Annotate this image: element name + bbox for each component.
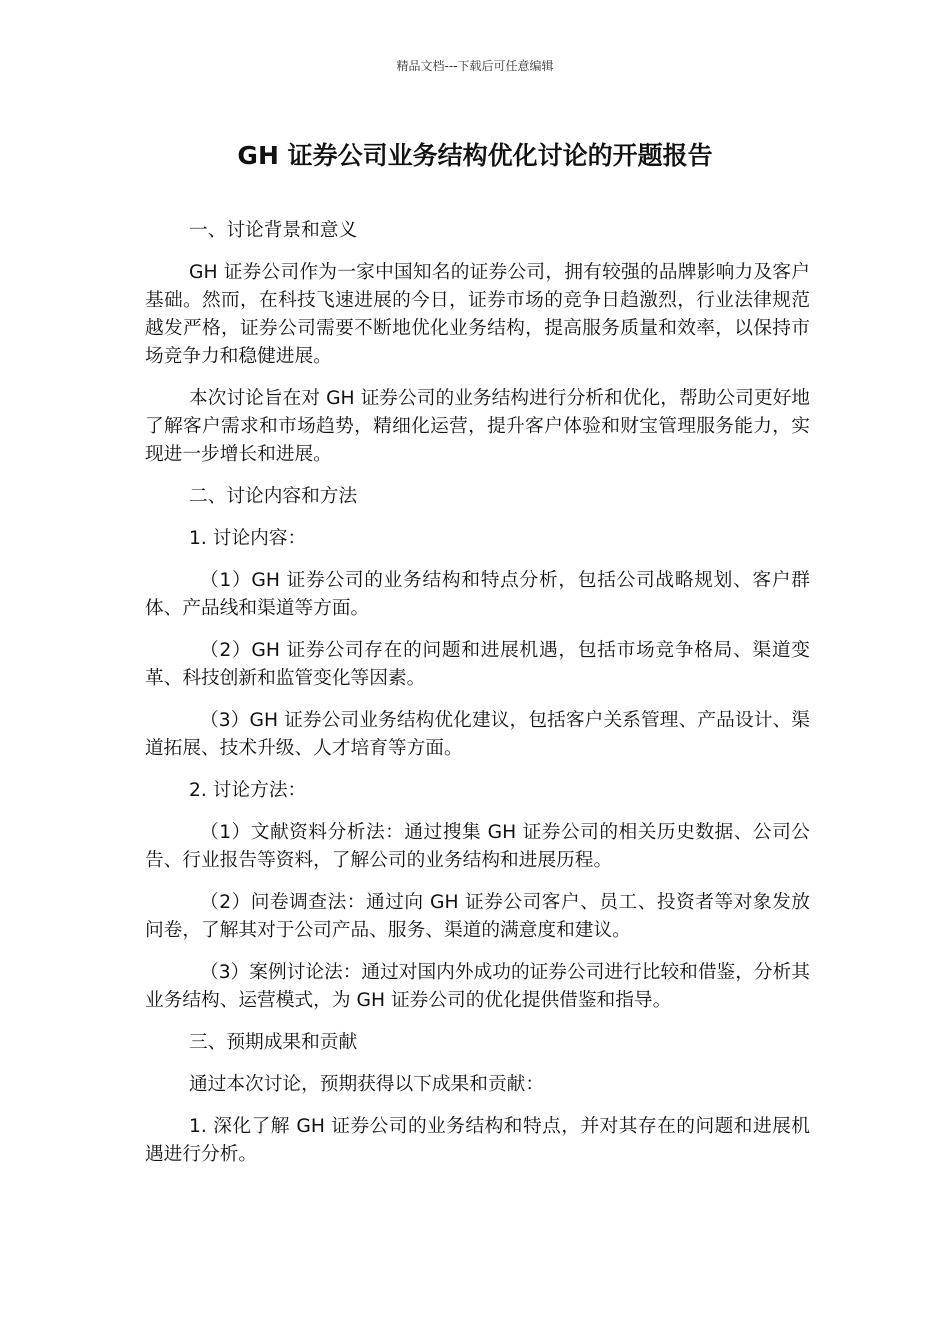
page-header-note: 精品文档---下载后可任意编辑 xyxy=(396,59,554,73)
document-title: GH 证券公司业务结构优化讨论的开题报告 xyxy=(237,141,713,170)
subheading-content: 1. 讨论内容： xyxy=(189,528,307,549)
document-body xyxy=(145,217,810,1183)
paragraph-results-intro: 通过本次讨论，预期获得以下成果和贡献： xyxy=(189,1074,545,1095)
list-item-method-2: （2）问卷调查法：通过向 GH 证券公司客户、员工、投资者等对象发放问卷，了解其对于公司产品、服务、渠道的满意度和建议。 xyxy=(145,892,810,941)
section-heading-content-method: 二、讨论内容和方法 xyxy=(189,486,358,507)
section-heading-background: 一、讨论背景和意义 xyxy=(189,220,358,241)
paragraph-purpose: 本次讨论旨在对 GH 证券公司的业务结构进行分析和优化，帮助公司更好地了解客户需求和市场趋势，精细化运营，提升客户体验和财宝管理服务能力，实现进一步增长和进展。 xyxy=(145,388,810,465)
list-item-content-2: （2）GH 证券公司存在的问题和进展机遇，包括市场竞争格局、渠道变革、科技创新和监管变化等因素。 xyxy=(145,640,810,689)
list-item-content-1: （1）GH 证券公司的业务结构和特点分析，包括公司战略规划、客户群体、产品线和渠道等方面。 xyxy=(145,570,810,619)
list-item-content-3: （3）GH 证券公司业务结构优化建议，包括客户关系管理、产品设计、渠道拓展、技术升级、人才培育等方面。 xyxy=(145,710,810,759)
list-item-method-1: （1）文献资料分析法：通过搜集 GH 证券公司的相关历史数据、公司公告、行业报告等资料，了解公司的业务结构和进展历程。 xyxy=(145,822,810,871)
list-item-results-1: 1. 深化了解 GH 证券公司的业务结构和特点，并对其存在的问题和进展机遇进行分析。 xyxy=(145,1116,810,1165)
paragraph-background: GH 证券公司作为一家中国知名的证券公司，拥有较强的品牌影响力及客户基础。然而，在科技飞速进展的今日，证券市场的竞争日趋激烈，行业法律规范越发严格，证券公司需要不断地优化业务结构，提高服务质量和效率，以保持市场竞争力和稳健进展。 xyxy=(145,262,810,367)
subheading-method: 2. 讨论方法： xyxy=(189,780,307,801)
section-heading-results: 三、预期成果和贡献 xyxy=(189,1032,358,1053)
list-item-method-3: （3）案例讨论法：通过对国内外成功的证券公司进行比较和借鉴，分析其业务结构、运营模式，为 GH 证券公司的优化提供借鉴和指导。 xyxy=(145,962,810,1011)
